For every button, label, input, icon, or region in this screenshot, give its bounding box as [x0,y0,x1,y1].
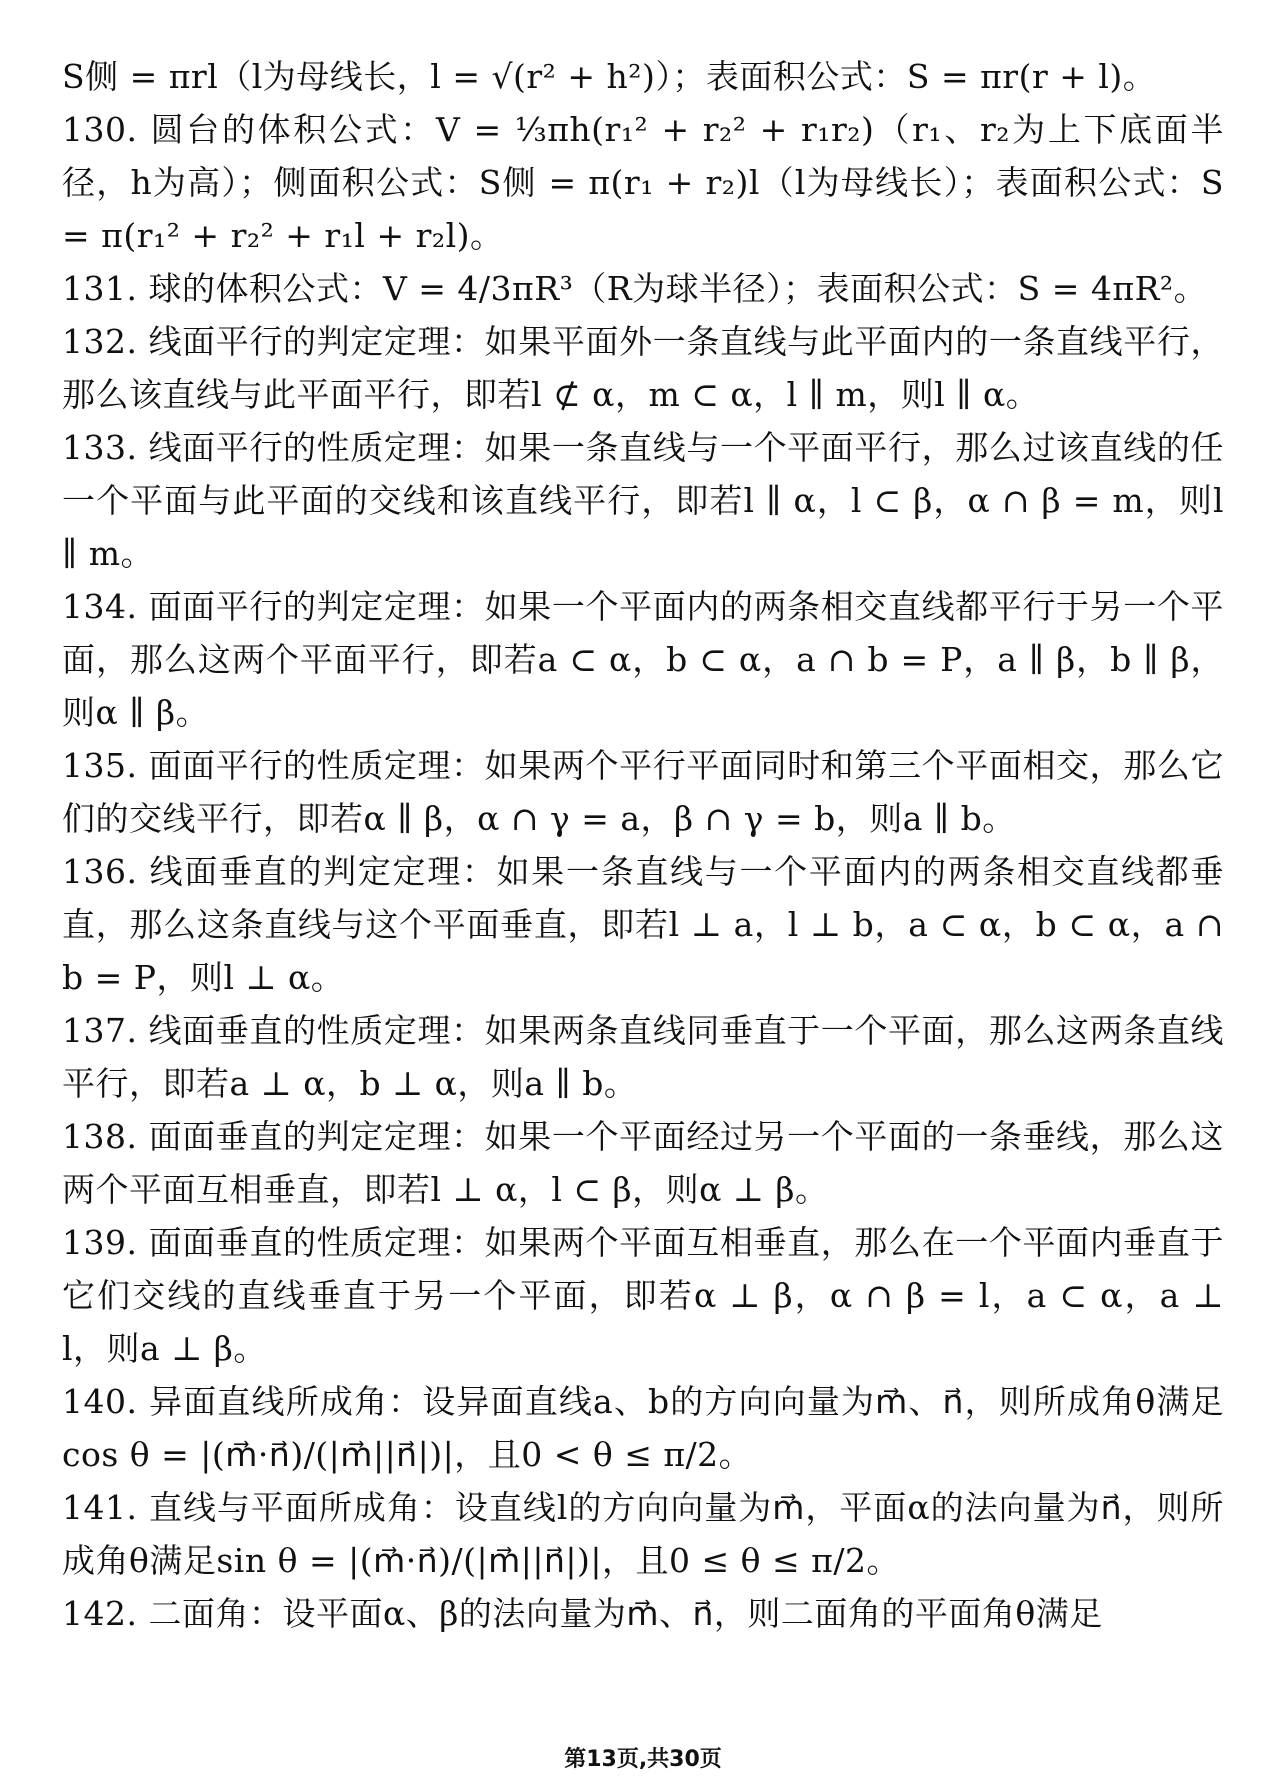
paragraph-133: 133. 线面平行的性质定理：如果一条直线与一个平面平行，那么过该直线的任一个平面与此平面的交线和该直线平行，即若l ∥ α，l ⊂ β，α ∩ β = m，则l ∥ m。 [62,428,1224,573]
paragraph-142: 142. 二面角：设平面α、β的法向量为m⃗、n⃗，则二面角的平面角θ满足 [62,1594,1103,1633]
paragraph-138: 138. 面面垂直的判定定理：如果一个平面经过另一个平面的一条垂线，那么这两个平面互相垂直，即若l ⊥ α，l ⊂ β，则α ⊥ β。 [62,1117,1224,1209]
paragraph-131: 131. 球的体积公式：V = 4/3πR³（R为球半径）；表面积公式：S = 4πR²。 [62,269,1208,308]
paragraph-137: 137. 线面垂直的性质定理：如果两条直线同垂直于一个平面，那么这两条直线平行，即若a ⊥ α，b ⊥ α，则a ∥ b。 [62,1011,1224,1103]
paragraph-135: 135. 面面平行的性质定理：如果两个平行平面同时和第三个平面相交，那么它们的交线平行，即若α ∥ β，α ∩ γ = a，β ∩ γ = b，则a ∥ b。 [62,746,1224,838]
page-number-footer: 第13页,共30页 [564,1747,722,1772]
paragraph-134: 134. 面面平行的判定定理：如果一个平面内的两条相交直线都平行于另一个平面，那么这两个平面平行，即若a ⊂ α，b ⊂ α，a ∩ b = P，a ∥ β，b ∥ β，则α ∥ β。 [62,587,1224,732]
paragraph-141: 141. 直线与平面所成角：设直线l的方向向量为m⃗，平面α的法向量为n⃗，则所成角θ满足sin θ = |(m⃗·n⃗)/(|m⃗||n⃗|)|，且0 ≤ θ ≤ π/2。 [62,1488,1224,1580]
paragraph-132: 132. 线面平行的判定定理：如果平面外一条直线与此平面内的一条直线平行，那么该直线与此平面平行，即若l ⊄ α，m ⊂ α，l ∥ m，则l ∥ α。 [62,322,1224,414]
paragraph-130: 130. 圆台的体积公式：V = ⅓πh(r₁² + r₂² + r₁r₂)（r₁、r₂为上下底面半径，h为高）；侧面积公式：S侧 = π(r₁ + r₂)l（l为母线长）；表面积公式：S = π(r₁² + r₂² + r₁l + r₂l)。 [62,110,1224,255]
paragraph-129-continuation: S侧 = πrl（l为母线长，l = √(r² + h²)）；表面积公式：S = πr(r + l)。 [62,57,1157,96]
paragraph-136: 136. 线面垂直的判定定理：如果一条直线与一个平面内的两条相交直线都垂直，那么这条直线与这个平面垂直，即若l ⊥ a，l ⊥ b，a ⊂ α，b ⊂ α，a ∩ b = P，则l ⊥ α。 [62,852,1224,997]
paragraph-139: 139. 面面垂直的性质定理：如果两个平面互相垂直，那么在一个平面内垂直于它们交线的直线垂直于另一个平面，即若α ⊥ β，α ∩ β = l，a ⊂ α，a ⊥ l，则a ⊥ β。 [62,1223,1224,1368]
paragraph-140: 140. 异面直线所成角：设异面直线a、b的方向向量为m⃗、n⃗，则所成角θ满足cos θ = |(m⃗·n⃗)/(|m⃗||n⃗|)|，且0 < θ ≤ π/2。 [62,1382,1224,1474]
document-body [62,50,1224,1640]
